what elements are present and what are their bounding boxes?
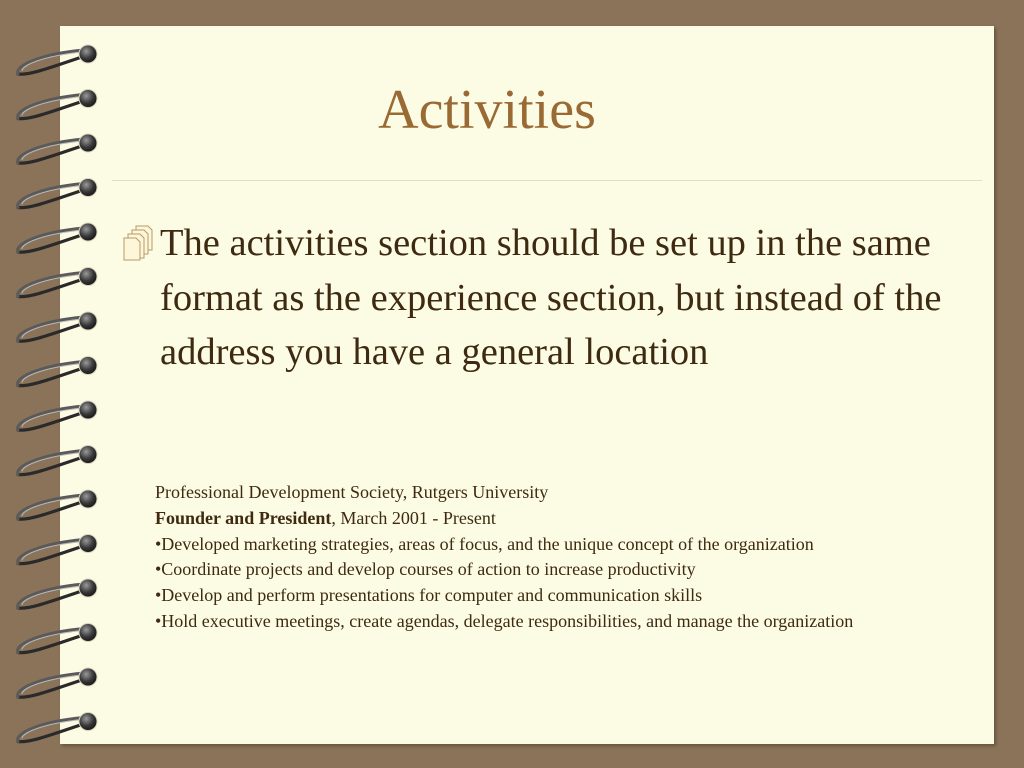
spiral-ring: [18, 223, 97, 252]
main-bullet-text: The activities section should be set up in the same format as the experience section, but instead of the address you have a general location: [160, 222, 942, 373]
role-line: [155, 506, 1005, 532]
duty-item: •Develop and perform presentations for computer and communication skills: [155, 585, 703, 606]
duty-item: •Hold executive meetings, create agendas, delegate responsibilities, and manage the organization: [155, 610, 854, 631]
spiral-ring: [18, 179, 97, 208]
spiral-ring: [18, 357, 97, 386]
slide-title: Activities: [378, 79, 596, 141]
role-dates: , March 2001 - Present: [331, 507, 496, 528]
spiral-ring: [18, 624, 97, 653]
spiral-ring: [18, 401, 97, 430]
organization-line: Professional Development Society, Rutgers University: [155, 482, 549, 502]
duty-item: •Developed marketing strategies, areas of focus, and the unique concept of the organization: [155, 533, 814, 554]
spiral-ring: [18, 134, 97, 163]
spiral-ring: [18, 713, 97, 742]
spiral-ring: [18, 268, 97, 297]
spiral-ring: [18, 668, 97, 697]
spiral-ring: [18, 579, 97, 608]
spiral-ring: [18, 45, 97, 74]
duty-item: •Coordinate projects and develop courses of action to increase productivity: [155, 559, 696, 580]
spiral-ring: [18, 312, 97, 341]
spiral-ring: [18, 446, 97, 475]
role-title: Founder and President: [155, 507, 332, 528]
activity-entry: [155, 480, 1005, 635]
spiral-ring: [18, 535, 97, 564]
stacked-pages-icon: [122, 222, 162, 262]
title-divider: [112, 180, 982, 181]
spiral-ring: [18, 490, 97, 519]
